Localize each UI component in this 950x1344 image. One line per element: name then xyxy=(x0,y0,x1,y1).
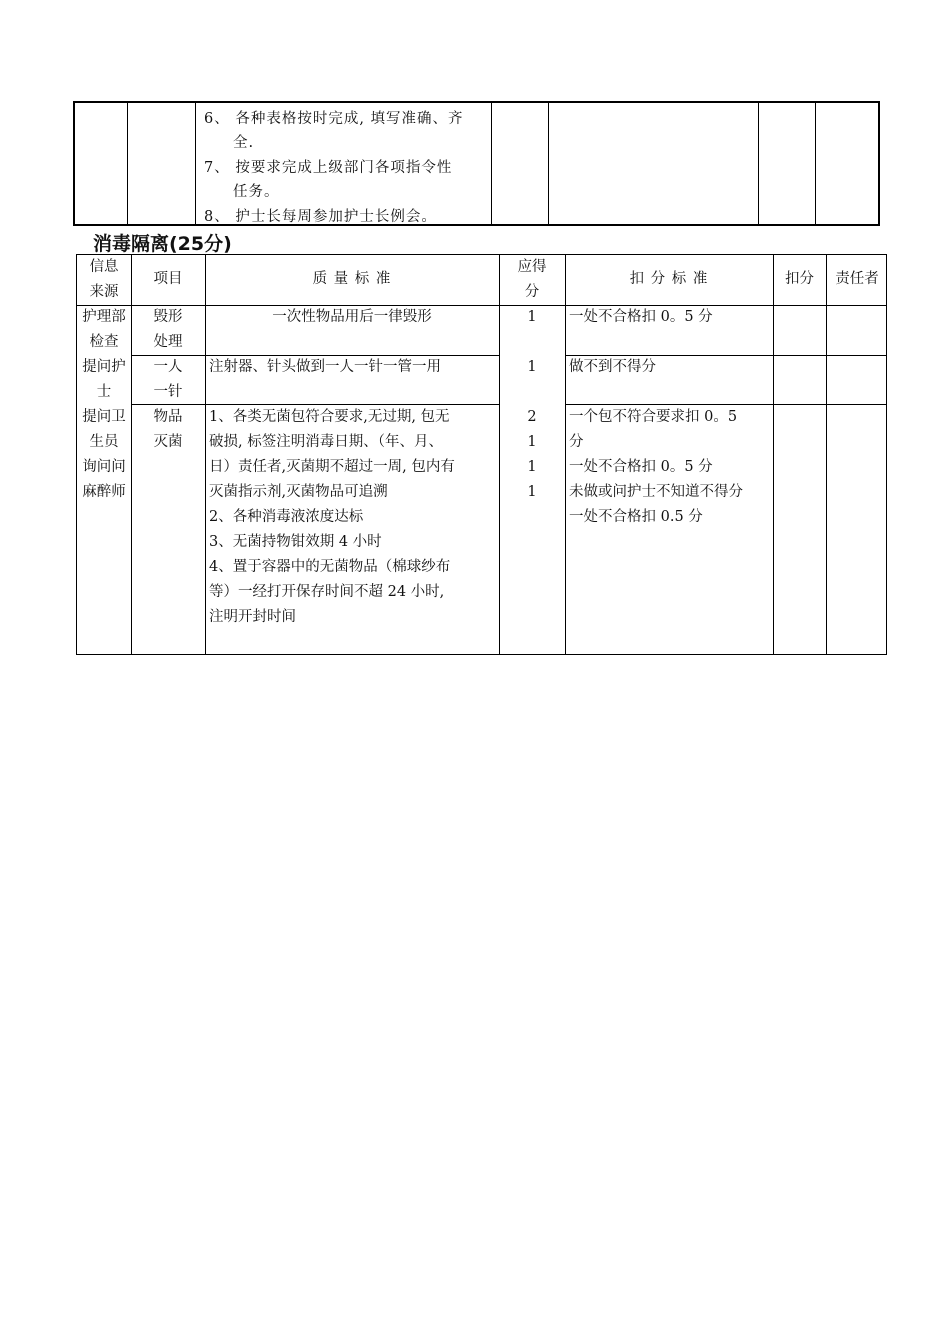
row-score: 1 xyxy=(527,359,537,375)
row-deduct-standard: 一处不合格扣 0。5 分 xyxy=(569,309,713,325)
column-divider xyxy=(815,103,816,224)
source-line: 提问护 xyxy=(82,359,126,375)
standard-line: 4、置于容器中的无菌物品（棉球纱布 xyxy=(209,559,451,575)
row-standard xyxy=(209,405,455,630)
source-line: 士 xyxy=(96,384,112,400)
header-source xyxy=(77,255,131,305)
row-item-line: 处理 xyxy=(153,334,183,350)
row-item-line: 一人 xyxy=(153,359,183,375)
header-source-line: 来源 xyxy=(89,284,119,300)
standard-line: 3、无菌持物钳效期 4 小时 xyxy=(209,534,382,550)
list-item: 6、 各种表格按时完成, 填写准确、齐 xyxy=(204,111,464,127)
row-score xyxy=(499,405,565,505)
column-divider xyxy=(773,255,774,654)
row-item xyxy=(131,405,205,455)
section-title: 消毒隔离(25分) xyxy=(93,233,232,255)
header-score xyxy=(499,255,565,305)
row-deduct-standard: 做不到不得分 xyxy=(569,359,656,375)
source-line: 询问问 xyxy=(82,459,126,475)
header-score-line: 应得 xyxy=(517,259,547,275)
row-standard: 注射器、针头做到一人一针一管一用 xyxy=(209,359,441,375)
column-divider xyxy=(758,103,759,224)
list-item: 7、 按要求完成上级部门各项指令性 xyxy=(204,160,453,176)
source-line: 护理部 xyxy=(82,309,126,325)
row-standard: 一次性物品用后一律毁形 xyxy=(272,309,432,325)
list-item-continuation: 全. xyxy=(233,135,255,151)
header-source-line: 信息 xyxy=(89,259,119,275)
score-line: 1 xyxy=(527,484,537,500)
standard-line: 破损, 标签注明消毒日期、（年、月、 xyxy=(209,434,443,450)
score-line: 1 xyxy=(527,434,537,450)
header-score-line: 分 xyxy=(524,284,540,300)
source-line: 检查 xyxy=(89,334,119,350)
source-line: 提问卫 xyxy=(82,409,126,425)
deduct-line: 分 xyxy=(569,434,584,450)
header-deduct-standard: 扣 分 标 准 xyxy=(629,271,709,287)
header-item: 项目 xyxy=(153,271,183,287)
deduct-line: 一处不合格扣 0。5 分 xyxy=(569,459,713,475)
header-deduct: 扣分 xyxy=(785,271,814,287)
column-divider xyxy=(548,103,549,224)
disinfection-table xyxy=(76,254,887,655)
source-column xyxy=(77,305,131,505)
score-line: 1 xyxy=(527,459,537,475)
column-divider xyxy=(127,103,128,224)
row-item-line: 一针 xyxy=(153,384,183,400)
score-line: 2 xyxy=(527,409,537,425)
column-divider xyxy=(491,103,492,224)
source-line: 麻醉师 xyxy=(82,484,126,500)
standard-line: 灭菌指示剂,灭菌物品可追溯 xyxy=(209,484,388,500)
source-line: 生员 xyxy=(89,434,119,450)
deduct-line: 未做或问护士不知道不得分 xyxy=(569,484,743,500)
row-deduct-standard xyxy=(569,405,743,530)
list-item: 8、 护士长每周参加护士长例会。 xyxy=(204,209,437,225)
row-item xyxy=(131,305,205,355)
standard-line: 2、各种消毒液浓度达标 xyxy=(209,509,364,525)
header-standard: 质 量 标 准 xyxy=(312,271,392,287)
standard-line: 等）一经打开保存时间不超 24 小时, xyxy=(209,584,445,600)
column-divider xyxy=(565,255,566,654)
standard-line: 注明开封时间 xyxy=(209,609,296,625)
continuation-table xyxy=(73,101,880,226)
row-item-line: 灭菌 xyxy=(153,434,183,450)
deduct-line: 一个包不符合要求扣 0。5 xyxy=(569,409,738,425)
standard-line: 日）责任者,灭菌期不超过一周, 包内有 xyxy=(209,459,455,475)
deduct-line: 一处不合格扣 0.5 分 xyxy=(569,509,703,525)
row-item xyxy=(131,355,205,405)
standard-line: 1、各类无菌包符合要求,无过期, 包无 xyxy=(209,409,450,425)
row-item-line: 毁形 xyxy=(153,309,183,325)
list-item-continuation: 任务。 xyxy=(233,184,280,200)
row-item-line: 物品 xyxy=(153,409,183,425)
column-divider xyxy=(826,255,827,654)
header-owner: 责任者 xyxy=(835,271,879,287)
column-divider xyxy=(195,103,196,224)
row-score: 1 xyxy=(527,309,537,325)
